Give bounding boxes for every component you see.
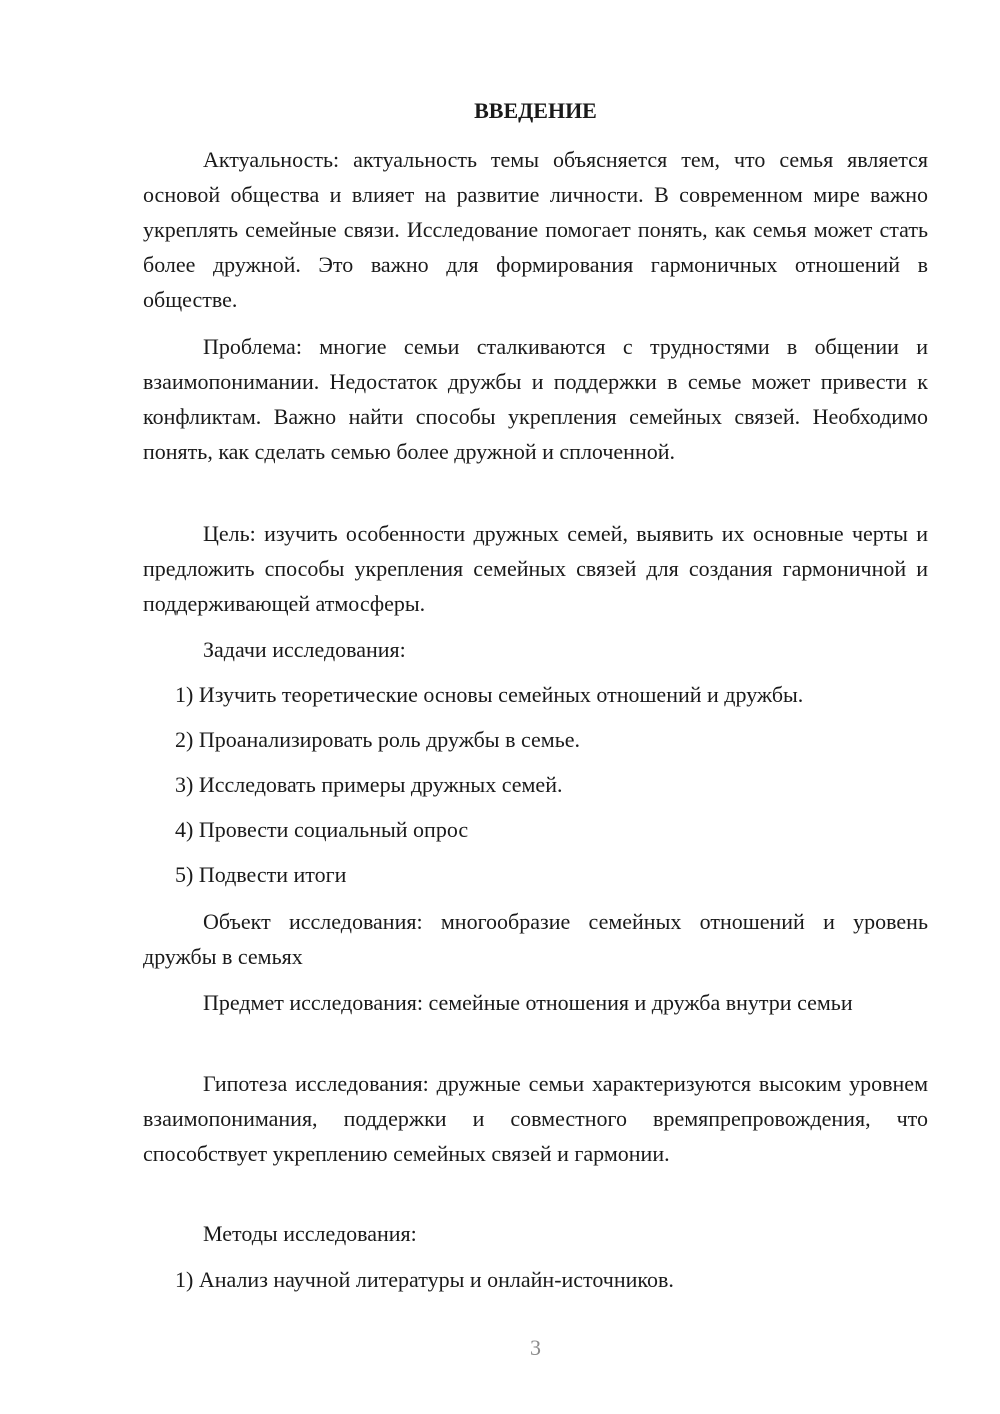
- methods-title: Методы исследования:: [203, 1221, 417, 1246]
- hypothesis-paragraph: Гипотеза исследования: дружные семьи характеризуются высоким уровнем взаимопонимания, поддержки и совместного времяпрепровождения, что способствует укреплению семейных связей и гармонии.: [143, 1071, 928, 1166]
- task-item: 2) Проанализировать роль дружбы в семье.: [175, 727, 580, 752]
- object-paragraph: Объект исследования: многообразие семейных отношений и уровень дружбы в семьях: [143, 909, 928, 969]
- goal-paragraph: Цель: изучить особенности дружных семей, выявить их основные черты и предложить способы укрепления семейных связей для создания гармоничной и поддерживающей атмосферы.: [143, 521, 928, 616]
- subject-paragraph: Предмет исследования: семейные отношения и дружба внутри семьи: [203, 990, 853, 1015]
- task-item: 1) Изучить теоретические основы семейных отношений и дружбы.: [175, 682, 804, 707]
- method-item: 1) Анализ научной литературы и онлайн-источников.: [175, 1267, 674, 1292]
- task-item: 5) Подвести итоги: [175, 862, 347, 887]
- task-item: 3) Исследовать примеры дружных семей.: [175, 772, 563, 797]
- problem-paragraph: Проблема: многие семьи сталкиваются с трудностями в общении и взаимопонимании. Недостаток дружбы и поддержки в семье может привести к конфликтам. Важно найти способы укрепления семейных связей. Необходимо понять, как сделать семью более дружной и сплоченной.: [143, 334, 928, 464]
- tasks-title: Задачи исследования:: [203, 637, 406, 662]
- task-item: 4) Провести социальный опрос: [175, 817, 469, 842]
- document-page: [143, 0, 928, 1414]
- page-title: ВВЕДЕНИЕ: [474, 98, 597, 123]
- page-number: 3: [530, 1335, 541, 1360]
- relevance-paragraph: Актуальность: актуальность темы объясняется тем, что семья является основой общества и влияет на развитие личности. В современном мире важно укреплять семейные связи. Исследование помогает понять, как семья может стать более дружной. Это важно для формирования гармоничных отношений в обществе.: [143, 147, 928, 312]
